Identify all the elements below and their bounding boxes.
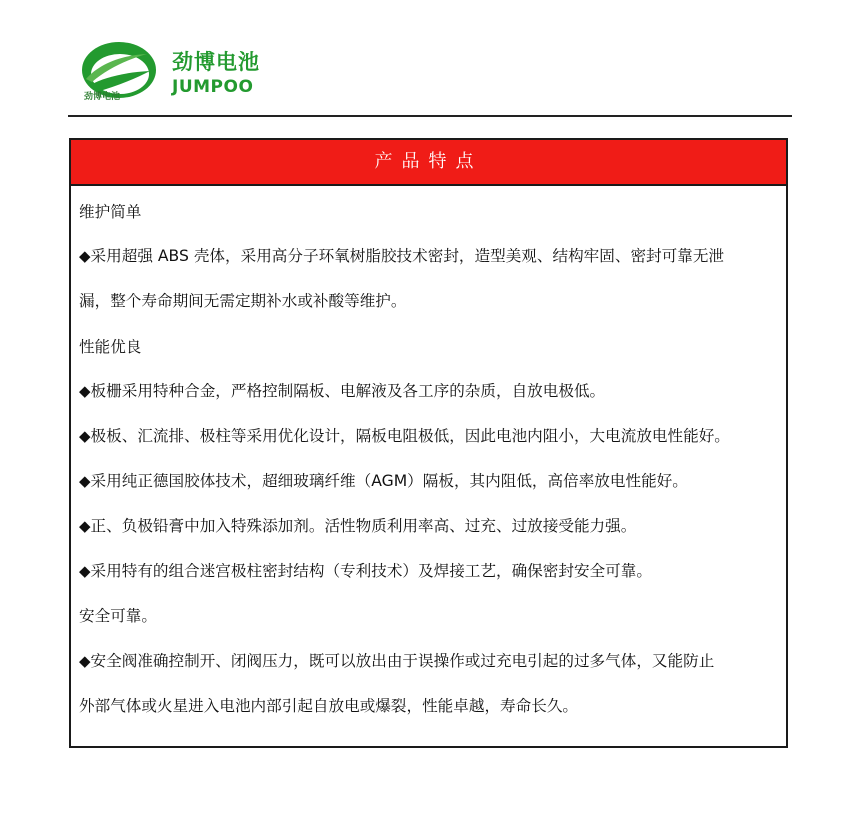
page-header bbox=[0, 0, 860, 118]
feature-heading: 性能优良 bbox=[79, 338, 142, 356]
feature-heading: 安全可靠。 bbox=[79, 607, 157, 625]
feature-bullet-line: ◆极板、汇流排、极柱等采用优化设计，隔板电阻极低，因此电池内阻小，大电流放电性能好。 bbox=[79, 427, 730, 445]
brand-name-en: JUMPOO bbox=[172, 77, 254, 97]
bullet-diamond-icon: ◆ bbox=[79, 472, 91, 490]
bullet-diamond-icon: ◆ bbox=[79, 427, 91, 445]
feature-bullet-line: ◆采用超强 ABS 壳体，采用高分子环氧树脂胶技术密封，造型美观、结构牢固、密封可靠无泄 bbox=[79, 247, 725, 265]
bullet-diamond-icon: ◆ bbox=[79, 382, 91, 400]
feature-bullet-line: ◆正、负极铅膏中加入特殊添加剂。活性物质利用率高、过充、过放接受能力强。 bbox=[79, 517, 637, 535]
feature-bullet-line: ◆板栅采用特种合金，严格控制隔板、电解液及各工序的杂质，自放电极低。 bbox=[79, 382, 606, 400]
brand-name-cn: 劲博电池 bbox=[172, 50, 260, 74]
bullet-diamond-icon: ◆ bbox=[79, 247, 91, 265]
feature-continuation-line: 漏，整个寿命期间无需定期补水或补酸等维护。 bbox=[79, 292, 407, 310]
feature-bullet-line: ◆采用特有的组合迷宫极柱密封结构（专利技术）及焊接工艺，确保密封安全可靠。 bbox=[79, 562, 652, 580]
feature-bullet-line: ◆采用纯正德国胶体技术，超细玻璃纤维（AGM）隔板，其内阻低，高倍率放电性能好。 bbox=[79, 472, 688, 490]
feature-heading: 维护简单 bbox=[79, 203, 142, 221]
bullet-diamond-icon: ◆ bbox=[79, 562, 91, 580]
bullet-diamond-icon: ◆ bbox=[79, 517, 91, 535]
section-title: 产品特点 bbox=[71, 140, 786, 186]
product-features-box bbox=[69, 138, 788, 748]
bullet-diamond-icon: ◆ bbox=[79, 652, 91, 670]
feature-bullet-line: ◆安全阀准确控制开、闭阀压力，既可以放出由于误操作或过充电引起的过多气体，又能防止 bbox=[79, 652, 715, 670]
logo-small-text: 劲博电池 bbox=[84, 92, 121, 102]
feature-continuation-line: 外部气体或火星进入电池内部引起自放电或爆裂，性能卓越，寿命长久。 bbox=[79, 697, 579, 715]
header-divider bbox=[68, 115, 792, 117]
